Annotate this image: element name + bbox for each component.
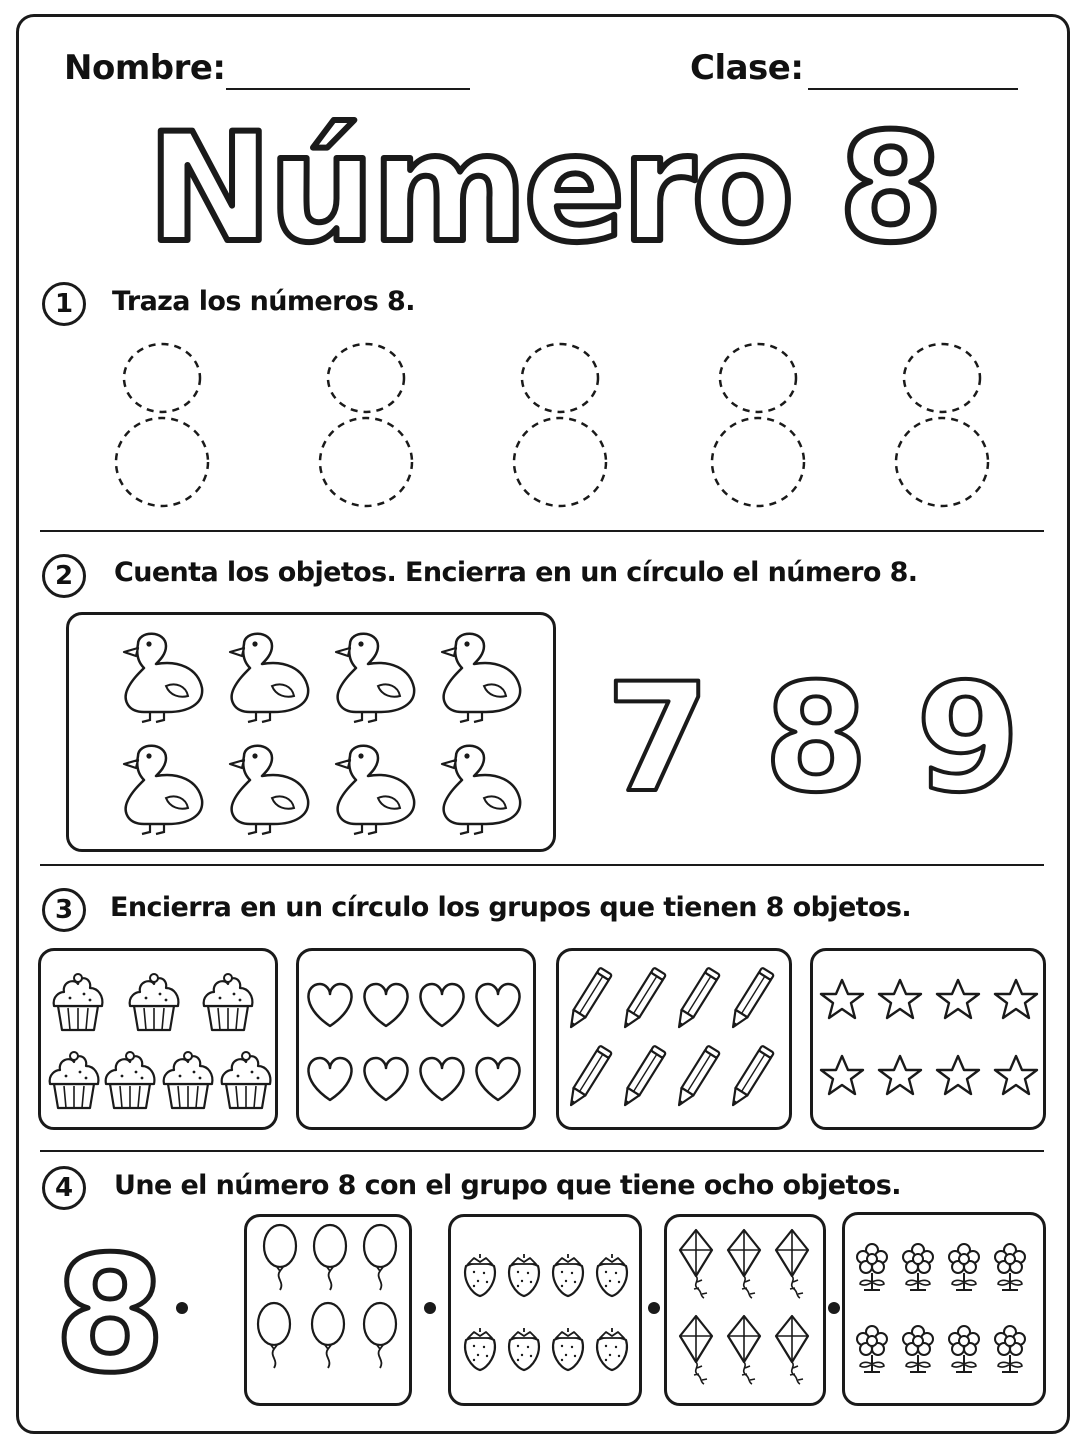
trace-eight-4[interactable] <box>712 344 804 506</box>
cupcake-group <box>38 948 278 1130</box>
duck-icon <box>442 746 520 834</box>
balloon-group <box>244 1214 412 1406</box>
number-choices <box>580 640 1050 826</box>
cupcake-icon <box>54 974 103 1030</box>
star-icon <box>821 980 863 1018</box>
strawberry-icon <box>597 1254 627 1296</box>
trace-eight-2[interactable] <box>320 344 412 506</box>
choice-7[interactable]: 7 <box>605 652 711 826</box>
pencil-icon <box>727 1045 774 1108</box>
kite-icon <box>680 1230 712 1298</box>
star-icon <box>879 980 921 1018</box>
strawberry-icon <box>465 1254 495 1296</box>
cupcake-icon <box>164 1052 213 1108</box>
duck-icon <box>336 634 414 722</box>
star-icon <box>821 1056 863 1094</box>
flower-icon <box>903 1244 933 1290</box>
balloon-icon <box>258 1303 290 1368</box>
section-3-number: 3 <box>42 888 86 932</box>
kite-icon <box>728 1316 760 1384</box>
pencil-icon <box>619 967 666 1030</box>
cupcake-icon <box>106 1052 155 1108</box>
duck-group <box>66 612 556 852</box>
class-input-line[interactable] <box>808 88 1018 90</box>
divider-1 <box>40 530 1044 532</box>
section-4-number: 4 <box>42 1166 86 1210</box>
star-group <box>810 948 1046 1130</box>
balloon-icon <box>312 1303 344 1368</box>
section-2-number: 2 <box>42 554 86 598</box>
cupcake-icon <box>130 974 179 1030</box>
section-1-instruction: Traza los números 8. <box>112 286 415 317</box>
flower-icon <box>949 1244 979 1290</box>
strawberry-dot[interactable] <box>646 1300 662 1316</box>
star-icon <box>995 980 1037 1018</box>
heart-group <box>296 948 536 1130</box>
choice-9[interactable]: 9 <box>915 652 1021 826</box>
tracing-row <box>0 330 1086 515</box>
pencil-icon <box>727 967 774 1030</box>
big-eight-dot[interactable] <box>176 1302 188 1314</box>
name-label: Nombre: <box>64 48 226 88</box>
page-title-text: Número 8 <box>147 102 939 276</box>
name-input-line[interactable] <box>226 88 470 90</box>
flower-icon <box>857 1326 887 1372</box>
heart-icon <box>420 984 463 1026</box>
pencil-icon <box>673 1045 720 1108</box>
flower-icon <box>995 1244 1025 1290</box>
kite-dot[interactable] <box>826 1300 842 1316</box>
strawberry-icon <box>509 1254 539 1296</box>
trace-eight-1[interactable] <box>116 344 208 506</box>
kite-icon <box>728 1230 760 1298</box>
kite-icon <box>776 1316 808 1384</box>
pencil-icon <box>619 1045 666 1108</box>
flower-icon <box>995 1326 1025 1372</box>
strawberry-icon <box>465 1328 495 1370</box>
strawberry-icon <box>509 1328 539 1370</box>
divider-3 <box>40 1150 1044 1152</box>
balloon-icon <box>264 1225 296 1290</box>
cupcake-icon <box>222 1052 271 1108</box>
duck-icon <box>124 634 202 722</box>
heart-icon <box>364 1058 407 1100</box>
star-icon <box>879 1056 921 1094</box>
balloon-icon <box>364 1303 396 1368</box>
flower-icon <box>857 1244 887 1290</box>
balloon-icon <box>364 1225 396 1290</box>
heart-icon <box>308 1058 351 1100</box>
heart-icon <box>364 984 407 1026</box>
pencil-icon <box>565 1045 612 1108</box>
duck-icon <box>230 634 308 722</box>
section-3-instruction: Encierra en un círculo los grupos que tienen 8 objetos. <box>110 892 912 923</box>
flower-icon <box>949 1326 979 1372</box>
pencil-icon <box>565 967 612 1030</box>
duck-icon <box>124 746 202 834</box>
cupcake-icon <box>204 974 253 1030</box>
trace-eight-5[interactable] <box>896 344 988 506</box>
kite-icon <box>776 1230 808 1298</box>
pencil-group <box>556 948 792 1130</box>
heart-icon <box>476 984 519 1026</box>
big-eight-number: 8 <box>54 1221 166 1408</box>
kite-icon <box>680 1316 712 1384</box>
strawberry-group <box>448 1214 642 1406</box>
section-2-instruction: Cuenta los objetos. Encierra en un círculo el número 8. <box>114 557 918 588</box>
strawberry-icon <box>553 1254 583 1296</box>
balloon-dot[interactable] <box>422 1300 438 1316</box>
heart-icon <box>476 1058 519 1100</box>
trace-eight-3[interactable] <box>514 344 606 506</box>
class-label: Clase: <box>690 48 804 88</box>
pencil-icon <box>673 967 720 1030</box>
choice-8[interactable]: 8 <box>763 652 869 826</box>
star-icon <box>937 980 979 1018</box>
strawberry-icon <box>553 1328 583 1370</box>
divider-2 <box>40 864 1044 866</box>
cupcake-icon <box>50 1052 99 1108</box>
star-icon <box>937 1056 979 1094</box>
duck-icon <box>336 746 414 834</box>
star-icon <box>995 1056 1037 1094</box>
section-1-number: 1 <box>42 282 86 326</box>
kite-group <box>664 1214 826 1406</box>
flower-icon <box>903 1326 933 1372</box>
duck-icon <box>442 634 520 722</box>
balloon-icon <box>314 1225 346 1290</box>
section-4-instruction: Une el número 8 con el grupo que tiene ocho objetos. <box>114 1170 901 1201</box>
strawberry-icon <box>597 1328 627 1370</box>
heart-icon <box>308 984 351 1026</box>
page-title <box>0 100 1086 276</box>
big-eight <box>30 1210 230 1410</box>
heart-icon <box>420 1058 463 1100</box>
flower-group <box>842 1212 1046 1406</box>
duck-icon <box>230 746 308 834</box>
